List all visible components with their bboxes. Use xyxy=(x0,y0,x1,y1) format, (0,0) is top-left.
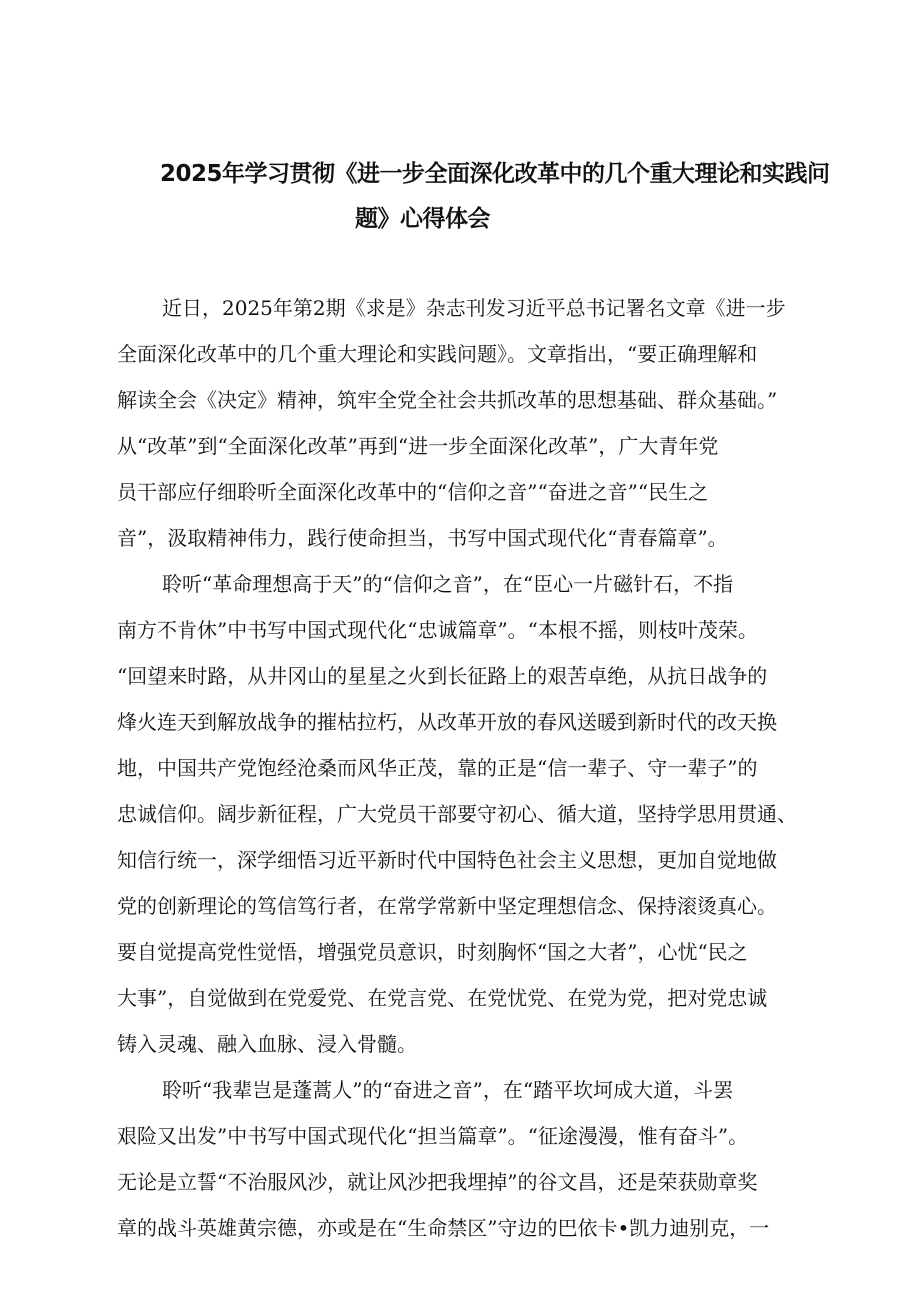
title-line: 题》心得体会 xyxy=(355,206,490,232)
paragraph-2 xyxy=(117,561,827,1067)
document-title xyxy=(160,152,840,242)
text-line: 要自觉提高党性觉悟，增强党员意识，时刻胸怀“国之大者”，心忧“民之 xyxy=(117,940,748,964)
text-line: 全面深化改革中的几个重大理论和实践问题》。文章指出，“要正确理解和 xyxy=(117,342,758,366)
text-line: 铸入灵魂、融入血脉、浸入骨髓。 xyxy=(117,1032,417,1056)
text-line: 无论是立誓“不治服风沙，就让风沙把我埋掉”的谷文昌，还是荣获勋章奖 xyxy=(117,1170,758,1194)
text-line: 近日，2025年第2期《求是》杂志刊发习近平总书记署名文章《进一步 xyxy=(162,296,786,320)
text-line: 党的创新理论的笃信笃行者，在常学常新中坚定理想信念、保持滚烫真心。 xyxy=(117,894,777,918)
text-line: 南方不肯休”中书写中国式现代化“忠诚篇章”。“本根不摇，则枝叶茂荣。 xyxy=(117,618,758,642)
text-line: 烽火连天到解放战争的摧枯拉朽，从改革开放的春风送暖到新时代的改天换 xyxy=(117,710,777,734)
text-line: 章的战斗英雄黄宗德，亦或是在“生命禁区”守边的巴依卡•凯力迪别克，一 xyxy=(117,1216,770,1240)
text-line: “回望来时路，从井冈山的星星之火到长征路上的艰苦卓绝，从抗日战争的 xyxy=(117,664,768,688)
paragraph-1 xyxy=(117,285,827,561)
text-line: 员干部应仔细聆听全面深化改革中的“信仰之音”“奋进之音”“民生之 xyxy=(117,480,709,504)
text-line: 解读全会《决定》精神，筑牢全党全社会共抓改革的思想基础、群众基础。” xyxy=(117,388,778,412)
text-line: 聆听“革命理想高于天”的“信仰之音”，在“臣心一片磁针石，不指 xyxy=(162,572,734,596)
text-line: 知信行统一，深学细悟习近平新时代中国特色社会主义思想，更加自觉地做 xyxy=(117,848,777,872)
text-line: 地，中国共产党饱经沧桑而风华正茂，靠的正是“信一辈子、守一辈子”的 xyxy=(117,756,758,780)
text-line: 从“改革”到“全面深化改革”再到“进一步全面深化改革”，广大青年党 xyxy=(117,434,719,458)
text-line: 聆听“我辈岂是蓬蒿人”的“奋进之音”，在“踏平坎坷成大道，斗罢 xyxy=(162,1078,734,1102)
text-line: 忠诚信仰。阔步新征程，广大党员干部要守初心、循大道，坚持学思用贯通、 xyxy=(117,802,797,826)
text-line: 艰险又出发”中书写中国式现代化“担当篇章”。“征途漫漫，惟有奋斗”。 xyxy=(117,1124,749,1148)
title-line: 2025年学习贯彻《进一步全面深化改革中的几个重大理论和实践问 xyxy=(160,161,830,187)
text-line: 音”，汲取精神伟力，践行使命担当，书写中国式现代化“青春篇章”。 xyxy=(117,526,728,550)
paragraph-3 xyxy=(117,1067,827,1251)
text-line: 大事”，自觉做到在党爱党、在党言党、在党忧党、在党为党，把对党忠诚 xyxy=(117,986,768,1010)
document-body xyxy=(117,285,827,1251)
